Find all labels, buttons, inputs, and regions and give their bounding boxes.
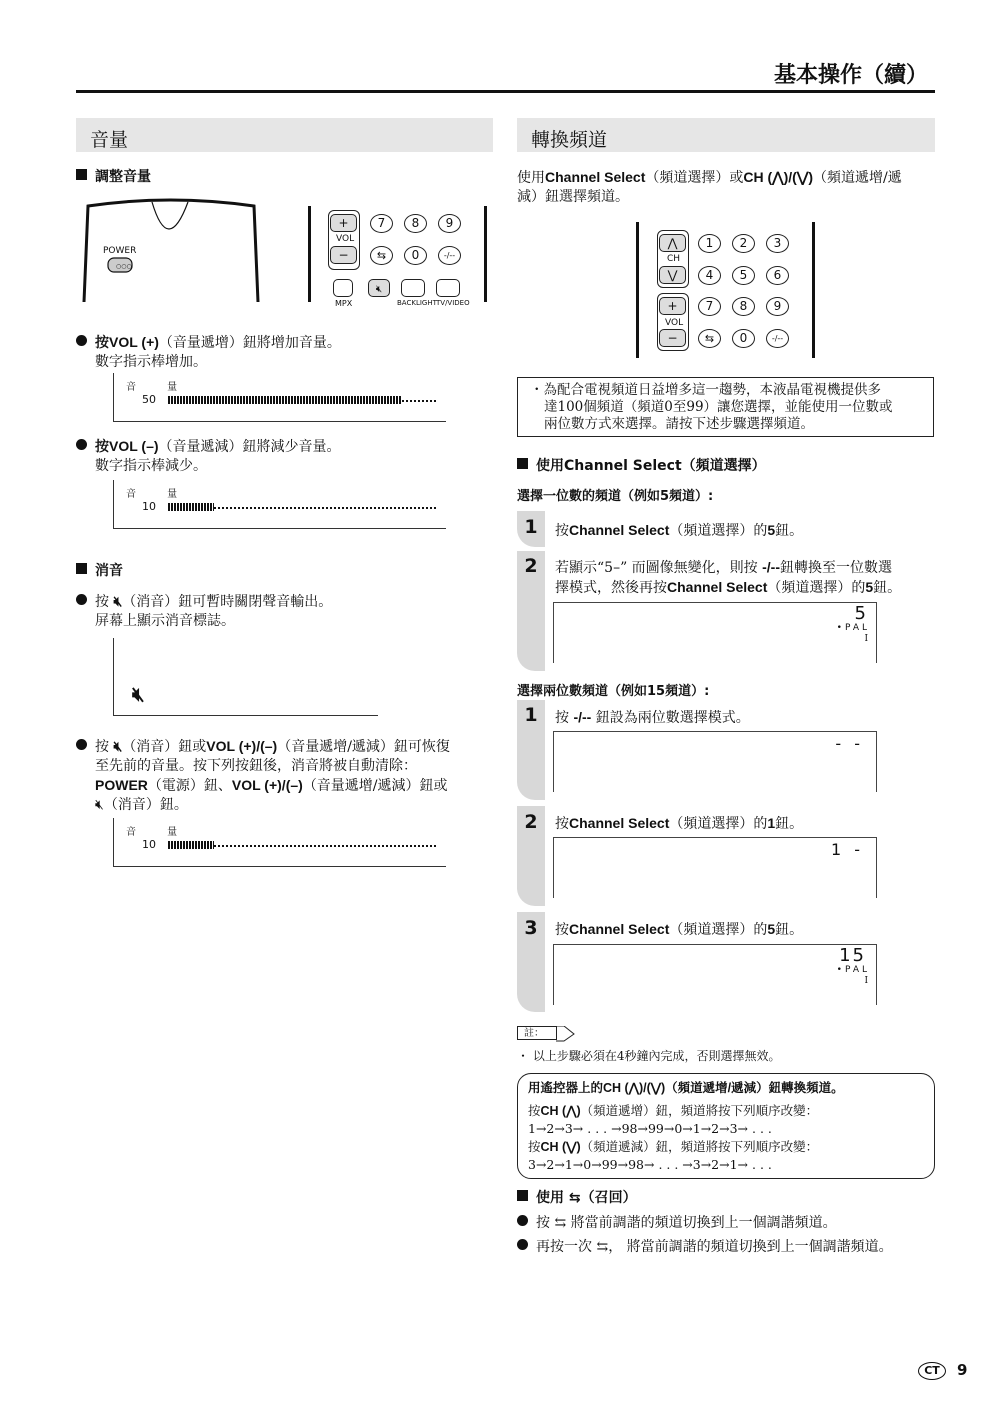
mpx-label: MPX — [335, 299, 353, 308]
key-8[interactable]: 8 — [404, 214, 427, 233]
key-7[interactable]: 7 — [370, 214, 393, 233]
osd-channel-number: - - — [835, 734, 864, 753]
vol-plus-button[interactable]: + — [659, 297, 686, 315]
osd-system: •PAL — [836, 965, 870, 975]
osd-channel-number: 15 — [839, 945, 866, 966]
remote-edge-right — [484, 206, 487, 302]
recall-bullet-1: 按 ⇆ 將當前調諧的頻道切換到上一個調諧頻道。 — [517, 1214, 837, 1233]
osd-sound: I — [864, 634, 868, 644]
volume-bar-filled — [168, 396, 402, 404]
note-arrow-icon — [556, 1026, 576, 1042]
dash-key[interactable]: -/-- — [438, 246, 461, 265]
step-number: 1 — [524, 704, 538, 726]
osd-system: •PAL — [836, 623, 870, 633]
mute-icon: 🔇︎ — [113, 594, 123, 610]
double-step2-text: 按Channel Select（頻道選擇）的1鈕。 — [555, 815, 804, 832]
key-4[interactable]: 4 — [698, 266, 721, 285]
osd-volume-10: 音 量 10 — [113, 480, 446, 529]
osd-channel-number: 1 - — [830, 840, 864, 859]
key-9[interactable]: 9 — [766, 297, 789, 316]
osd-screen-dash — [553, 731, 877, 792]
remote-edge-left — [308, 206, 311, 302]
adjust-volume-heading: 調整音量 — [76, 168, 151, 187]
ch-label: CH — [667, 254, 681, 264]
volume-section-title: 音量 — [76, 118, 493, 152]
single-step2-text: 若顯示“5–” 而圖像無變化，則按 -/--鈕轉換至一位數選 擇模式，然後再按Channel Select（頻道選擇）的5鈕。 — [555, 559, 902, 596]
recall-key[interactable]: ⇆ — [698, 329, 721, 348]
key-5[interactable]: 5 — [732, 266, 755, 285]
vol-up-instruction: 按VOL (+)（音量遞增）鈕將增加音量。 數字指示棒增加。 — [76, 333, 496, 372]
mute-icon: 🔇︎ — [113, 739, 123, 755]
page-title: 基本操作（續） — [773, 63, 928, 88]
note-text: ・ 以上步驟必須在4秒鐘內完成，否則選擇無效。 — [517, 1049, 781, 1063]
mute-icon: 🔇︎ — [132, 682, 145, 706]
vol-minus-button[interactable]: − — [330, 246, 357, 264]
double-step3-text: 按Channel Select（頻道選擇）的5鈕。 — [555, 921, 804, 938]
channel-intro: 使用Channel Select（頻道選擇）或CH (⋀)/(⋁)（頻道遞增/遞 減）鈕選擇頻道。 — [517, 169, 902, 205]
mute-button[interactable] — [368, 279, 390, 297]
recall-icon: ⇆ — [554, 1215, 567, 1231]
osd-screen-one — [553, 837, 877, 898]
step-number: 1 — [524, 516, 538, 538]
osd-mute-screen — [113, 638, 378, 716]
single-step1-text: 按Channel Select（頻道選擇）的5鈕。 — [555, 522, 804, 539]
backlight-label: BACKLIGHT — [397, 299, 437, 307]
step-number: 2 — [524, 555, 538, 577]
ch-up-button[interactable]: ⋀ — [659, 234, 686, 252]
vol-minus-button[interactable]: − — [659, 329, 686, 347]
mute-icon: 🔇︎ — [95, 797, 104, 813]
dash-key[interactable]: -/-- — [766, 329, 789, 348]
single-digit-heading: 選擇一位數的頻道（例如5頻道）: — [517, 489, 714, 504]
info-box: ・為配合電視頻道日益增多這一趨勢，本液晶電視機提供多 達100個頻道（頻道0至99）讓您選擇，並能使用一位數或 兩位數方式來選擇。請按下述步驟選擇頻道。 — [517, 377, 934, 437]
osd-sound: I — [864, 976, 868, 986]
osd-screen-fifteen — [553, 944, 877, 1005]
vol-down-instruction: 按VOL (–)（音量遞減）鈕將減少音量。 數字指示棒減少。 — [76, 437, 496, 476]
key-9[interactable]: 9 — [438, 214, 461, 233]
mute-icon: 🔇︎ — [375, 284, 383, 295]
language-badge: CT — [918, 1362, 946, 1380]
osd-volume-restored: 音 量 10 — [113, 818, 446, 867]
mute-instruction: 按 🔇︎（消音）鈕可暫時關閉聲音輸出。 屏幕上顯示消音標誌。 — [76, 593, 496, 631]
osd-channel-number: 5 — [854, 603, 866, 624]
page-number: 9 — [957, 1361, 968, 1379]
recall-key[interactable]: ⇆ — [370, 246, 393, 265]
vol-plus-button[interactable]: + — [330, 214, 357, 232]
recall-bullet-2: 再按一次 ⇆， 將當前調諧的頻道切換到上一個調諧頻道。 — [517, 1238, 893, 1257]
key-7[interactable]: 7 — [698, 297, 721, 316]
volume-bar-filled — [168, 841, 214, 849]
volume-bar-empty — [214, 845, 438, 847]
key-3[interactable]: 3 — [766, 234, 789, 253]
key-0[interactable]: 0 — [732, 329, 755, 348]
recall-heading: 使用 ⇆（召回） — [517, 1189, 637, 1208]
ch-down-button[interactable]: ⋁ — [659, 266, 686, 284]
header-rule — [76, 90, 935, 93]
key-8[interactable]: 8 — [732, 297, 755, 316]
remote-edge-left — [636, 222, 639, 358]
osd-screen-single — [553, 602, 877, 663]
step-number: 2 — [524, 811, 538, 833]
step-number: 3 — [524, 917, 538, 939]
key-1[interactable]: 1 — [698, 234, 721, 253]
double-step1-text: 按 -/-- 鈕設為兩位數選擇模式。 — [555, 709, 750, 726]
tvvideo-label: TV/VIDEO — [436, 299, 470, 307]
remote-edge-right — [812, 222, 815, 358]
mute-heading: 消音 — [76, 562, 123, 581]
key-2[interactable]: 2 — [732, 234, 755, 253]
vol-label: VOL — [336, 234, 355, 244]
osd-volume-50: 音 量 50 — [113, 373, 446, 422]
channel-section-title: 轉換頻道 — [517, 118, 935, 152]
svg-text:○○○: ○○○ — [116, 263, 132, 270]
recall-icon: ⇆ — [568, 1190, 581, 1206]
backlight-button[interactable] — [401, 279, 425, 297]
mute-restore-instruction: 按 🔇︎（消音）鈕或VOL (+)/(–)（音量遞增/遞減）鈕可恢復 至先前的音量。按下列按鈕後，消音將被自動清除： POWER（電源）鈕、VOL (+)/(–)（音量遞增/遞減）鈕或 🔇︎（消音）鈕。 — [76, 737, 506, 815]
key-6[interactable]: 6 — [766, 266, 789, 285]
tvvideo-button[interactable] — [436, 279, 460, 297]
channel-select-heading: 使用Channel Select（頻道選擇） — [517, 457, 766, 476]
note-label: 註： — [517, 1026, 557, 1040]
volume-bar-empty — [214, 507, 438, 509]
volume-bar-empty — [402, 400, 438, 402]
double-digit-heading: 選擇兩位數頻道（例如15頻道）: — [517, 684, 710, 699]
recall-icon: ⇆ — [596, 1239, 609, 1255]
power-label: POWER — [103, 246, 137, 256]
volume-bar-filled — [168, 503, 214, 511]
key-0[interactable]: 0 — [404, 246, 427, 265]
mpx-button[interactable] — [333, 279, 353, 297]
ch-sequence-box: 用遙控器上的CH (⋀)/(⋁)（頻道遞增/遞減）鈕轉換頻道。 按CH (⋀)（頻道遞增）鈕，頻道將按下列順序改變： 1→2→3→ . . . →98→99→0→1→2→3→ . . . 按CH (⋁)（頻道遞減）鈕，頻道將按下列順序改變： 3→2→1→0→99→98→ . . . →3→2→1→ . . . — [517, 1073, 935, 1179]
vol-label: VOL — [665, 318, 684, 328]
